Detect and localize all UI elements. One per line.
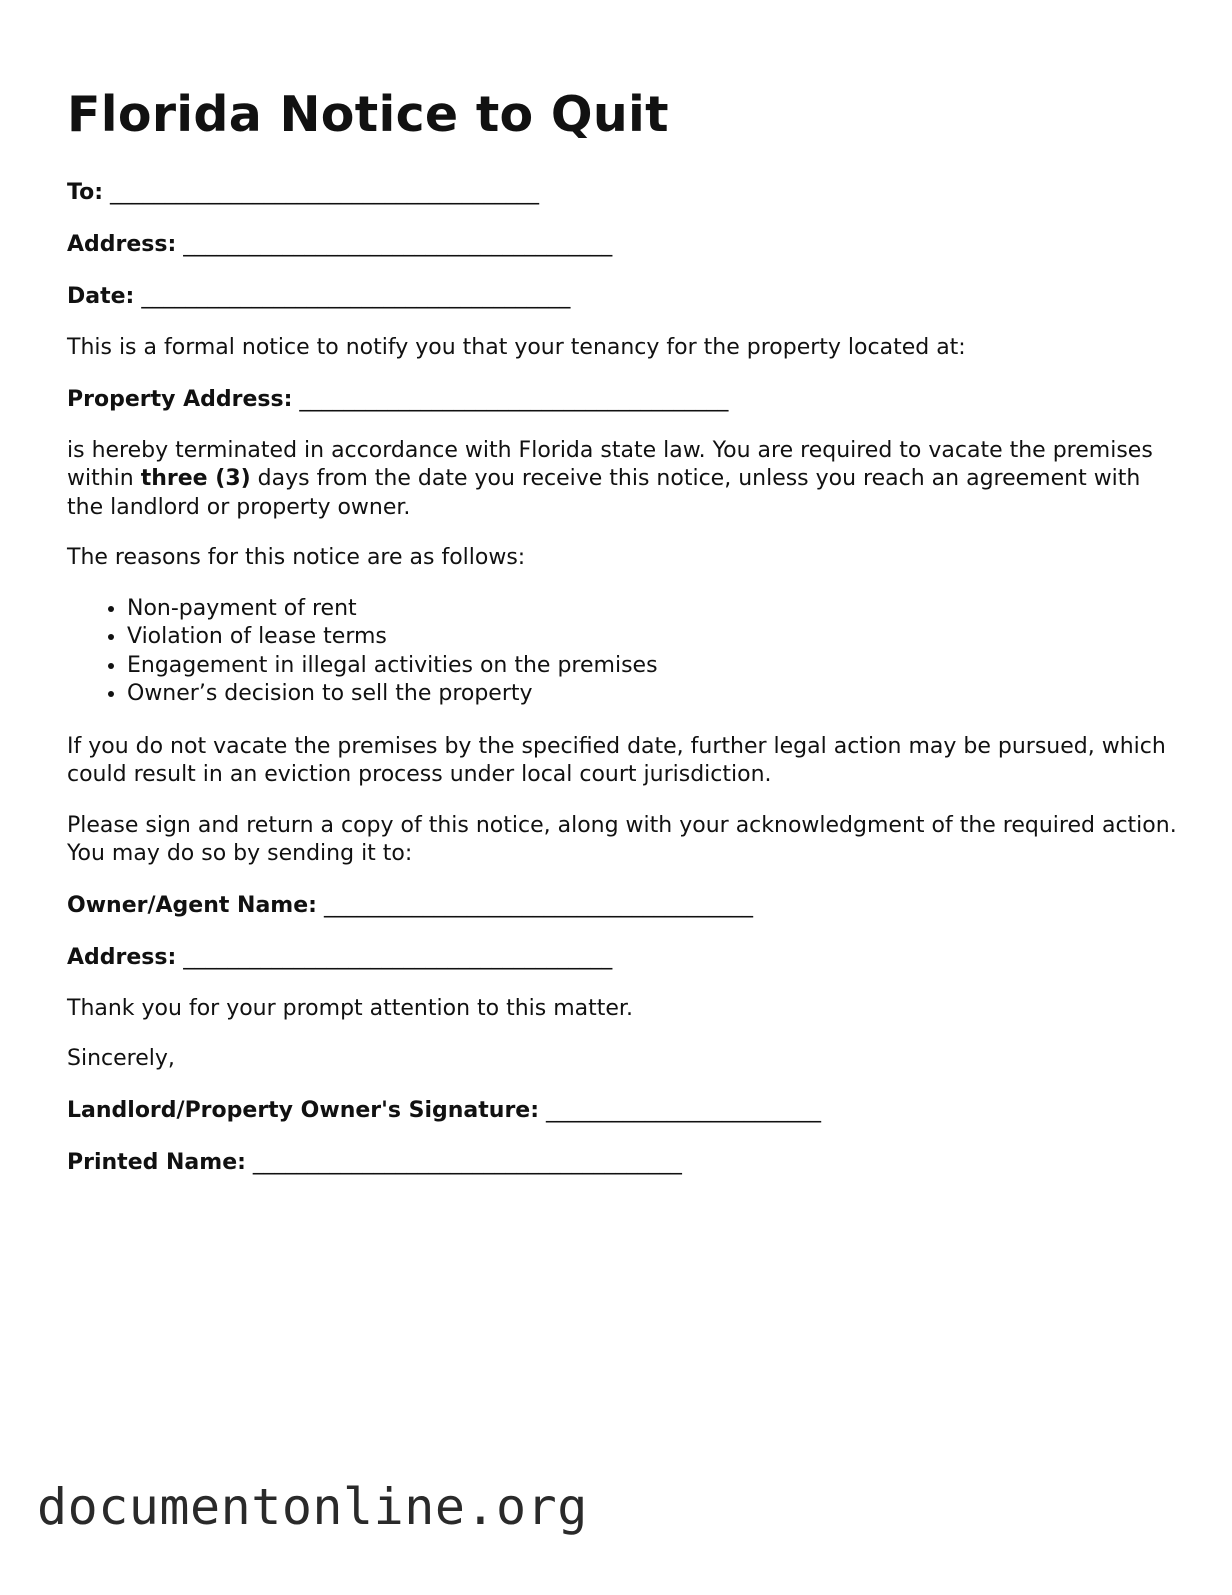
date-label: Date: (67, 284, 135, 309)
signature-field (67, 1096, 1177, 1126)
termination-days-bold: three (3) (140, 466, 251, 491)
date-blank-line[interactable]: _______________________________________ (141, 284, 571, 309)
notice-document (67, 86, 1177, 1200)
return-instructions-paragraph: Please sign and return a copy of this notice, along with your acknowledgment of the required action. You may do so by sending it to: (67, 812, 1177, 866)
printed-name-label: Printed Name: (67, 1149, 246, 1175)
date-field (67, 282, 1177, 312)
owner-address-field (67, 943, 1177, 973)
to-field (67, 178, 1177, 208)
watermark-text: documentonline.org (37, 1478, 588, 1536)
to-label: To: (67, 180, 103, 205)
property-address-blank-line[interactable]: _______________________________________ (299, 386, 729, 412)
reason-item: • Violation of lease terms (127, 623, 1177, 652)
property-address-field (67, 385, 1177, 415)
document-title: Florida Notice to Quit (67, 86, 669, 143)
to-blank-line[interactable]: _______________________________________ (110, 180, 539, 205)
reason-item: • Non-payment of rent (127, 595, 1177, 624)
closing-text: Sincerely, (67, 1046, 175, 1071)
thanks-paragraph: Thank you for your prompt attention to this matter. (67, 995, 633, 1021)
intro-paragraph: This is a formal notice to notify you that your tenancy for the property located at: (67, 335, 966, 360)
owner-name-blank-line[interactable]: _______________________________________ (323, 892, 753, 918)
owner-name-label: Owner/Agent Name: (67, 892, 317, 918)
owner-name-field (67, 891, 1177, 921)
termination-text-2: days from the date you receive this notice, unless you reach an agreement with the landlord or property owner. (67, 466, 1141, 520)
termination-paragraph (67, 437, 1177, 523)
signature-blank-line[interactable]: _________________________ (546, 1097, 822, 1123)
address-blank-line[interactable]: _______________________________________ (183, 232, 613, 257)
reasons-intro: The reasons for this notice are as follows: (67, 545, 526, 570)
reason-item: • Engagement in illegal activities on the premises (127, 652, 1177, 681)
termination-text-1: is hereby terminated in accordance with Florida state law. You are required to vacate the premises within (67, 437, 1153, 491)
signature-label: Landlord/Property Owner's Signature: (67, 1097, 540, 1123)
reasons-list (67, 595, 1177, 709)
consequence-paragraph: If you do not vacate the premises by the specified date, further legal action may be pursued, which could result in an eviction process under local court jurisdiction. (67, 733, 1166, 787)
reason-item: • Owner’s decision to sell the property (127, 680, 1177, 709)
property-address-label: Property Address: (67, 386, 293, 412)
address-label: Address: (67, 232, 177, 257)
printed-name-blank-line[interactable]: _______________________________________ (252, 1149, 682, 1175)
printed-name-field (67, 1148, 1177, 1178)
owner-address-label: Address: (67, 944, 177, 970)
owner-address-blank-line[interactable]: _______________________________________ (183, 944, 613, 970)
address-field (67, 230, 1177, 260)
